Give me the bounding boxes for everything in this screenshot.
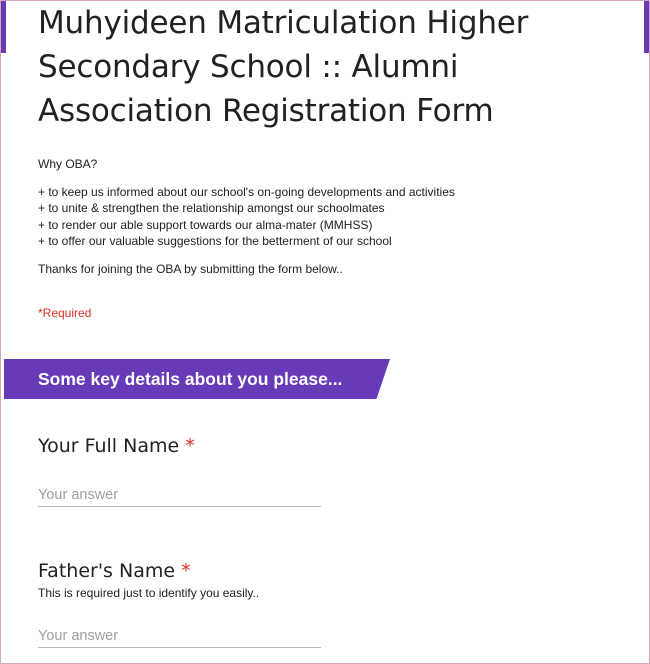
description-point: + to unite & strengthen the relationship amongst our schoolmates: [38, 201, 385, 215]
theme-accent-strip: [1, 1, 6, 53]
required-asterisk: *: [181, 560, 191, 582]
section-title: Some key details about you please...: [38, 369, 343, 389]
description-point: + to render our able support towards our alma-mater (MMHSS): [38, 217, 373, 232]
description-point: + to offer our valuable suggestions for the betterment of our school: [38, 234, 392, 248]
description-heading: Why OBA?: [38, 157, 98, 171]
form-title: Muhyideen Matriculation Higher Secondary School :: Alumni Association Registration Form: [38, 5, 529, 129]
form-description: [38, 156, 618, 277]
question-label: Father's Name: [38, 560, 176, 582]
required-note: *Required: [38, 306, 92, 320]
question-full-name-title: [38, 435, 195, 457]
description-thanks: Thanks for joining the OBA by submitting the form below..: [38, 261, 343, 276]
theme-accent-strip: [644, 1, 649, 53]
question-help-text: This is required just to identify you easily..: [38, 586, 260, 600]
description-point: + to keep us informed about our school's on-going developments and activities: [38, 184, 455, 199]
fathers-name-input[interactable]: [38, 625, 321, 648]
question-fathers-name-title: [38, 560, 191, 582]
question-label: Your Full Name: [38, 435, 180, 457]
required-asterisk: *: [185, 435, 195, 457]
full-name-input[interactable]: [38, 484, 321, 507]
